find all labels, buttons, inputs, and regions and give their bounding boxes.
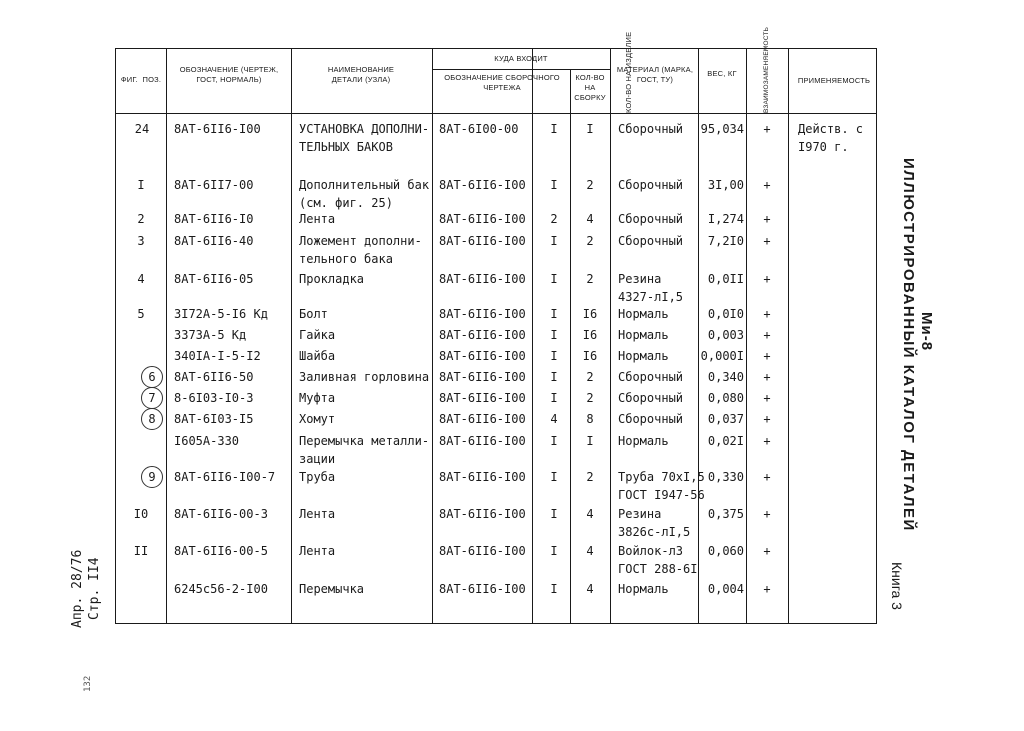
cell-qty-product: I: [586, 434, 594, 448]
header-interchangeability: ВЗАИМОЗАМЕНЯЕМОСТЬ: [763, 26, 770, 113]
cell-weight: 0,0I0: [707, 307, 744, 321]
cell-weight: 0,080: [707, 391, 744, 405]
cell-name: Перемычка металли-: [299, 434, 430, 448]
cell-name: (см. фиг. 25): [299, 196, 393, 210]
cell-interchangeable: +: [763, 582, 771, 596]
cell-material: Сборочный: [618, 412, 684, 426]
cell-qty-product: 2: [586, 391, 594, 405]
scan-number: 132: [83, 675, 93, 692]
cell-weight: 0,060: [707, 544, 744, 558]
cell-name: Заливная горловина: [299, 370, 430, 384]
cell-weight: 0,02I: [707, 434, 744, 448]
cell-pos: 2: [137, 212, 145, 226]
cell-designation: I605А-330: [174, 434, 240, 448]
cell-qty-product: 2: [586, 272, 594, 286]
cell-material: Нормаль: [618, 434, 669, 448]
cell-qty-product: 4: [586, 544, 594, 558]
cell-material: Сборочный: [618, 370, 684, 384]
cell-designation: 8АТ-6II7-00: [174, 178, 254, 192]
cell-weight: 95,034: [700, 122, 744, 136]
cell-qty-assembly: I: [550, 234, 558, 248]
cell-qty-product: 2: [586, 470, 594, 484]
cell-name: Хомут: [299, 412, 336, 426]
col-line: [291, 49, 292, 623]
revision-date: Апр. 28/76: [70, 549, 85, 628]
cell-pos: I: [137, 178, 145, 192]
page-number: Стр. II4: [87, 557, 102, 620]
cell-interchangeable: +: [763, 328, 771, 342]
catalog-model: Ми-8: [918, 312, 935, 352]
cell-assembly: 8АТ-6II6-I00: [439, 434, 526, 448]
cell-qty-assembly: I: [550, 434, 558, 448]
cell-qty-assembly: I: [550, 349, 558, 363]
cell-material: Резина: [618, 507, 662, 521]
cell-interchangeable: +: [763, 470, 771, 484]
cell-interchangeable: +: [763, 507, 771, 521]
cell-assembly: 8АТ-6II6-I00: [439, 544, 526, 558]
cell-material: Сборочный: [618, 122, 684, 136]
col-line: [432, 49, 433, 623]
cell-qty-product: 2: [586, 234, 594, 248]
cell-qty-product: I6: [582, 349, 598, 363]
cell-interchangeable: +: [763, 122, 771, 136]
cell-assembly: 8АТ-6II6-I00: [439, 234, 526, 248]
cell-qty-assembly: I: [550, 272, 558, 286]
cell-name: Труба: [299, 470, 336, 484]
cell-pos-circled: 7: [141, 387, 163, 409]
cell-pos: 3: [137, 234, 145, 248]
cell-material: Резина: [618, 272, 662, 286]
cell-applicability: Действ. с: [798, 122, 864, 136]
cell-designation: 8АТ-6II6-50: [174, 370, 254, 384]
cell-designation: 8-6I03-I0-3: [174, 391, 254, 405]
cell-designation: 3373А-5 Кд: [174, 328, 247, 342]
cell-designation: 3I72А-5-I6 Кд: [174, 307, 268, 321]
cell-interchangeable: +: [763, 272, 771, 286]
cell-assembly: 8АТ-6II6-I00: [439, 582, 526, 596]
cell-weight: 7,2I0: [707, 234, 744, 248]
header-name: НАИМЕНОВАНИЕ ДЕТАЛИ (УЗЛА): [327, 65, 395, 84]
cell-name: Шайба: [299, 349, 336, 363]
cell-name: ТЕЛЬНЫХ БАКОВ: [299, 140, 393, 154]
cell-qty-assembly: I: [550, 328, 558, 342]
cell-material: Сборочный: [618, 212, 684, 226]
header-weight: ВЕС, КГ: [707, 69, 737, 78]
header-qty-assembly: КОЛ-ВО НА СБОРКУ: [574, 73, 606, 102]
cell-material: ГОСТ 288-6I: [618, 562, 698, 576]
cell-assembly: 8АТ-6II6-I00: [439, 349, 526, 363]
cell-qty-product: 2: [586, 178, 594, 192]
header-where-used: КУДА ВХОДИТ: [494, 54, 548, 63]
header-fig-pos: [116, 75, 166, 85]
cell-weight: 0,004: [707, 582, 744, 596]
cell-material: Нормаль: [618, 349, 669, 363]
cell-interchangeable: +: [763, 212, 771, 226]
cell-interchangeable: +: [763, 544, 771, 558]
cell-material: Войлок-лЗ: [618, 544, 684, 558]
header-bottom-line: [116, 113, 876, 114]
cell-qty-product: 2: [586, 370, 594, 384]
cell-qty-assembly: 4: [550, 412, 558, 426]
cell-weight: 0,000I: [700, 349, 744, 363]
cell-name: Лента: [299, 544, 336, 558]
cell-qty-assembly: I: [550, 178, 558, 192]
cell-material: Нормаль: [618, 307, 669, 321]
header-assembly-designation: ОБОЗНАЧЕНИЕ СБОРОЧНОГО ЧЕРТЕЖА: [444, 73, 560, 92]
parts-table: [115, 26, 877, 624]
cell-material: 3826с-лI,5: [618, 525, 691, 539]
cell-qty-product: 8: [586, 412, 594, 426]
cell-material: Нормаль: [618, 328, 669, 342]
cell-designation: 8АТ-6II6-I00: [174, 122, 261, 136]
cell-qty-assembly: I: [550, 122, 558, 136]
cell-weight: 0,037: [707, 412, 744, 426]
cell-weight: 3I,00: [707, 178, 744, 192]
header-fig: ФИГ.: [120, 75, 138, 84]
cell-interchangeable: +: [763, 434, 771, 448]
header-qty-product: КОЛ-ВО НА ИЗДЕЛИЕ: [624, 31, 633, 113]
header-designation: ОБОЗНАЧЕНИЕ (ЧЕРТЕЖ, ГОСТ, НОРМАЛЬ): [179, 65, 279, 84]
cell-qty-product: I6: [582, 328, 598, 342]
cell-qty-product: I: [586, 122, 594, 136]
cell-weight: 0,340: [707, 370, 744, 384]
cell-name: Муфта: [299, 391, 336, 405]
cell-name: Лента: [299, 507, 336, 521]
cell-assembly: 8АТ-6II6-I00: [439, 470, 526, 484]
cell-interchangeable: +: [763, 178, 771, 192]
cell-material: Труба 70хI,5: [618, 470, 705, 484]
col-line: [610, 49, 611, 623]
cell-pos: I0: [133, 507, 149, 521]
cell-weight: 0,330: [707, 470, 744, 484]
cell-material: ГОСТ I947-56: [618, 488, 705, 502]
col-line: [788, 49, 789, 623]
cell-name: Дополнительный бак: [299, 178, 430, 192]
cell-assembly: 8АТ-6II6-I00: [439, 507, 526, 521]
header-sub-line: [432, 69, 610, 70]
cell-weight: 0,003: [707, 328, 744, 342]
cell-name: Ложемент дополни-: [299, 234, 422, 248]
col-line: [532, 49, 533, 623]
cell-interchangeable: +: [763, 370, 771, 384]
cell-pos-circled: 8: [141, 408, 163, 430]
cell-material: Сборочный: [618, 391, 684, 405]
cell-assembly: 8АТ-6II6-I00: [439, 307, 526, 321]
cell-assembly: 8АТ-6II6-I00: [439, 412, 526, 426]
cell-designation: 8АТ-6II6-05: [174, 272, 254, 286]
cell-pos: 4: [137, 272, 145, 286]
cell-assembly: 8АТ-6II6-I00: [439, 212, 526, 226]
cell-material: Сборочный: [618, 178, 684, 192]
header-applicability: ПРИМЕНЯЕМОСТЬ: [797, 76, 871, 85]
cell-designation: 8АТ-6II6-I00-7: [174, 470, 276, 484]
cell-pos-circled: 6: [141, 366, 163, 388]
col-line: [570, 69, 571, 623]
cell-weight: 0,0II: [707, 272, 744, 286]
cell-designation: 6245с56-2-I00: [174, 582, 268, 596]
header-material: МАТЕРИАЛ (МАРКА, ГОСТ, ТУ): [616, 65, 694, 84]
cell-designation: 8АТ-6II6-00-5: [174, 544, 268, 558]
cell-qty-assembly: I: [550, 391, 558, 405]
cell-qty-product: 4: [586, 507, 594, 521]
cell-fig: 24: [134, 122, 150, 136]
cell-weight: 0,375: [707, 507, 744, 521]
cell-qty-assembly: 2: [550, 212, 558, 226]
cell-interchangeable: +: [763, 412, 771, 426]
cell-designation: 8АТ-6I03-I5: [174, 412, 254, 426]
cell-assembly: 8АТ-6II6-I00: [439, 328, 526, 342]
cell-designation: 340IА-I-5-I2: [174, 349, 261, 363]
cell-material: 4327-лI,5: [618, 290, 684, 304]
cell-weight: I,274: [707, 212, 744, 226]
cell-name: Болт: [299, 307, 328, 321]
cell-pos-circled: 9: [141, 466, 163, 488]
header-pos: ПОЗ.: [142, 75, 162, 84]
cell-qty-assembly: I: [550, 470, 558, 484]
cell-pos: II: [133, 544, 149, 558]
catalog-title: ИЛЛЮСТРИРОВАННЫЙ КАТАЛОГ ДЕТАЛЕЙ: [900, 158, 917, 532]
cell-material: Нормаль: [618, 582, 669, 596]
cell-qty-assembly: I: [550, 370, 558, 384]
cell-name: Гайка: [299, 328, 336, 342]
cell-interchangeable: +: [763, 234, 771, 248]
cell-assembly: 8АТ-6II6-I00: [439, 391, 526, 405]
cell-assembly: 8АТ-6I00-00: [439, 122, 519, 136]
cell-assembly: 8АТ-6II6-I00: [439, 370, 526, 384]
cell-name: Лента: [299, 212, 336, 226]
cell-assembly: 8АТ-6II6-I00: [439, 272, 526, 286]
book-number: Книга 3: [889, 562, 905, 610]
cell-qty-assembly: I: [550, 544, 558, 558]
cell-qty-assembly: I: [550, 507, 558, 521]
cell-name: тельного бака: [299, 252, 393, 266]
cell-qty-assembly: I: [550, 307, 558, 321]
cell-qty-product: I6: [582, 307, 598, 321]
cell-material: Сборочный: [618, 234, 684, 248]
cell-designation: 8АТ-6II6-00-3: [174, 507, 268, 521]
cell-name: УСТАНОВКА ДОПОЛНИ-: [299, 122, 430, 136]
cell-qty-assembly: I: [550, 582, 558, 596]
cell-interchangeable: +: [763, 349, 771, 363]
cell-name: Прокладка: [299, 272, 365, 286]
cell-pos: 5: [137, 307, 145, 321]
cell-qty-product: 4: [586, 212, 594, 226]
cell-assembly: 8АТ-6II6-I00: [439, 178, 526, 192]
cell-interchangeable: +: [763, 391, 771, 405]
cell-name: Перемычка: [299, 582, 365, 596]
cell-applicability: I970 г.: [798, 140, 849, 154]
cell-qty-product: 4: [586, 582, 594, 596]
cell-designation: 8АТ-6II6-I0: [174, 212, 254, 226]
cell-designation: 8АТ-6II6-40: [174, 234, 254, 248]
cell-interchangeable: +: [763, 307, 771, 321]
cell-name: зации: [299, 452, 336, 466]
